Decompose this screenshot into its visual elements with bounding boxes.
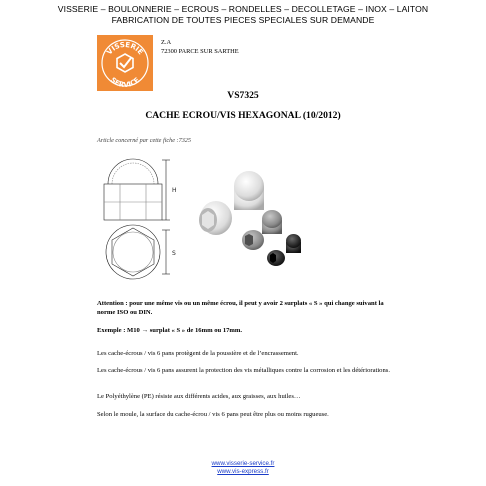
white-cap-large: [234, 171, 264, 210]
grey-cap-side: [242, 230, 264, 250]
visserie-service-logo: [97, 35, 153, 91]
header-line-2: FABRICATION DE TOUTES PIECES SPECIALES SUR DEMANDE: [111, 14, 375, 25]
product-title: CACHE ECROU/VIS HEXAGONAL (10/2012): [145, 110, 341, 121]
logo-graphic: [97, 35, 153, 91]
paragraph-4: Selon le moule, la surface du cache-écrou / vis 6 pans peut être plus ou moins rugueuse.: [97, 411, 329, 418]
technical-drawing: [98, 150, 190, 280]
example-note: Exemple : M10 → surplat « S » de 16mm ou 17mm.: [97, 327, 243, 334]
company-address: [161, 38, 239, 56]
label-s: S: [172, 250, 176, 257]
company-header: [0, 4, 486, 25]
grey-cap-upright: [262, 210, 282, 234]
website-link-1[interactable]: www.visserie-service.fr: [211, 460, 275, 467]
product-photo: [186, 160, 338, 290]
address-line-2: 72300 PARCE SUR SARTHE: [161, 48, 239, 55]
svg-text:VISSERIE: VISSERIE: [105, 40, 145, 57]
product-reference: VS7325: [227, 90, 259, 101]
black-cap-upright: [286, 234, 301, 253]
header-line-1: VISSERIE – BOULONNERIE – ECROUS – RONDELLES – DECOLLETAGE – INOX – LAITON: [57, 4, 429, 14]
address-line-1: Z.A: [161, 39, 172, 46]
paragraph-3: Le Polyéthylène (PE) résiste aux différents acides, aux graisses, aux huiles…: [97, 393, 301, 400]
attention-note: Attention : pour une même vis ou un même écrou, il peut y avoir 2 surplats « S » qui change suivant la norme ISO ou DIN.: [97, 300, 384, 316]
label-h: H: [172, 187, 177, 194]
website-link-2[interactable]: www.vis-express.fr: [217, 468, 269, 475]
article-note: Article concerné par cette fiche :7325: [97, 137, 191, 144]
svg-text:SERVICE: SERVICE: [108, 76, 142, 90]
paragraph-1: Les cache-écrous / vis 6 pans protègent de la poussière et de l’encrassement.: [97, 350, 299, 357]
paragraph-2: Les cache-écrous / vis 6 pans assurent la protection des vis métalliques contre la corrosion et les détériorations.: [97, 367, 390, 374]
black-cap-side: [267, 250, 285, 266]
white-cap-side: [199, 201, 232, 235]
